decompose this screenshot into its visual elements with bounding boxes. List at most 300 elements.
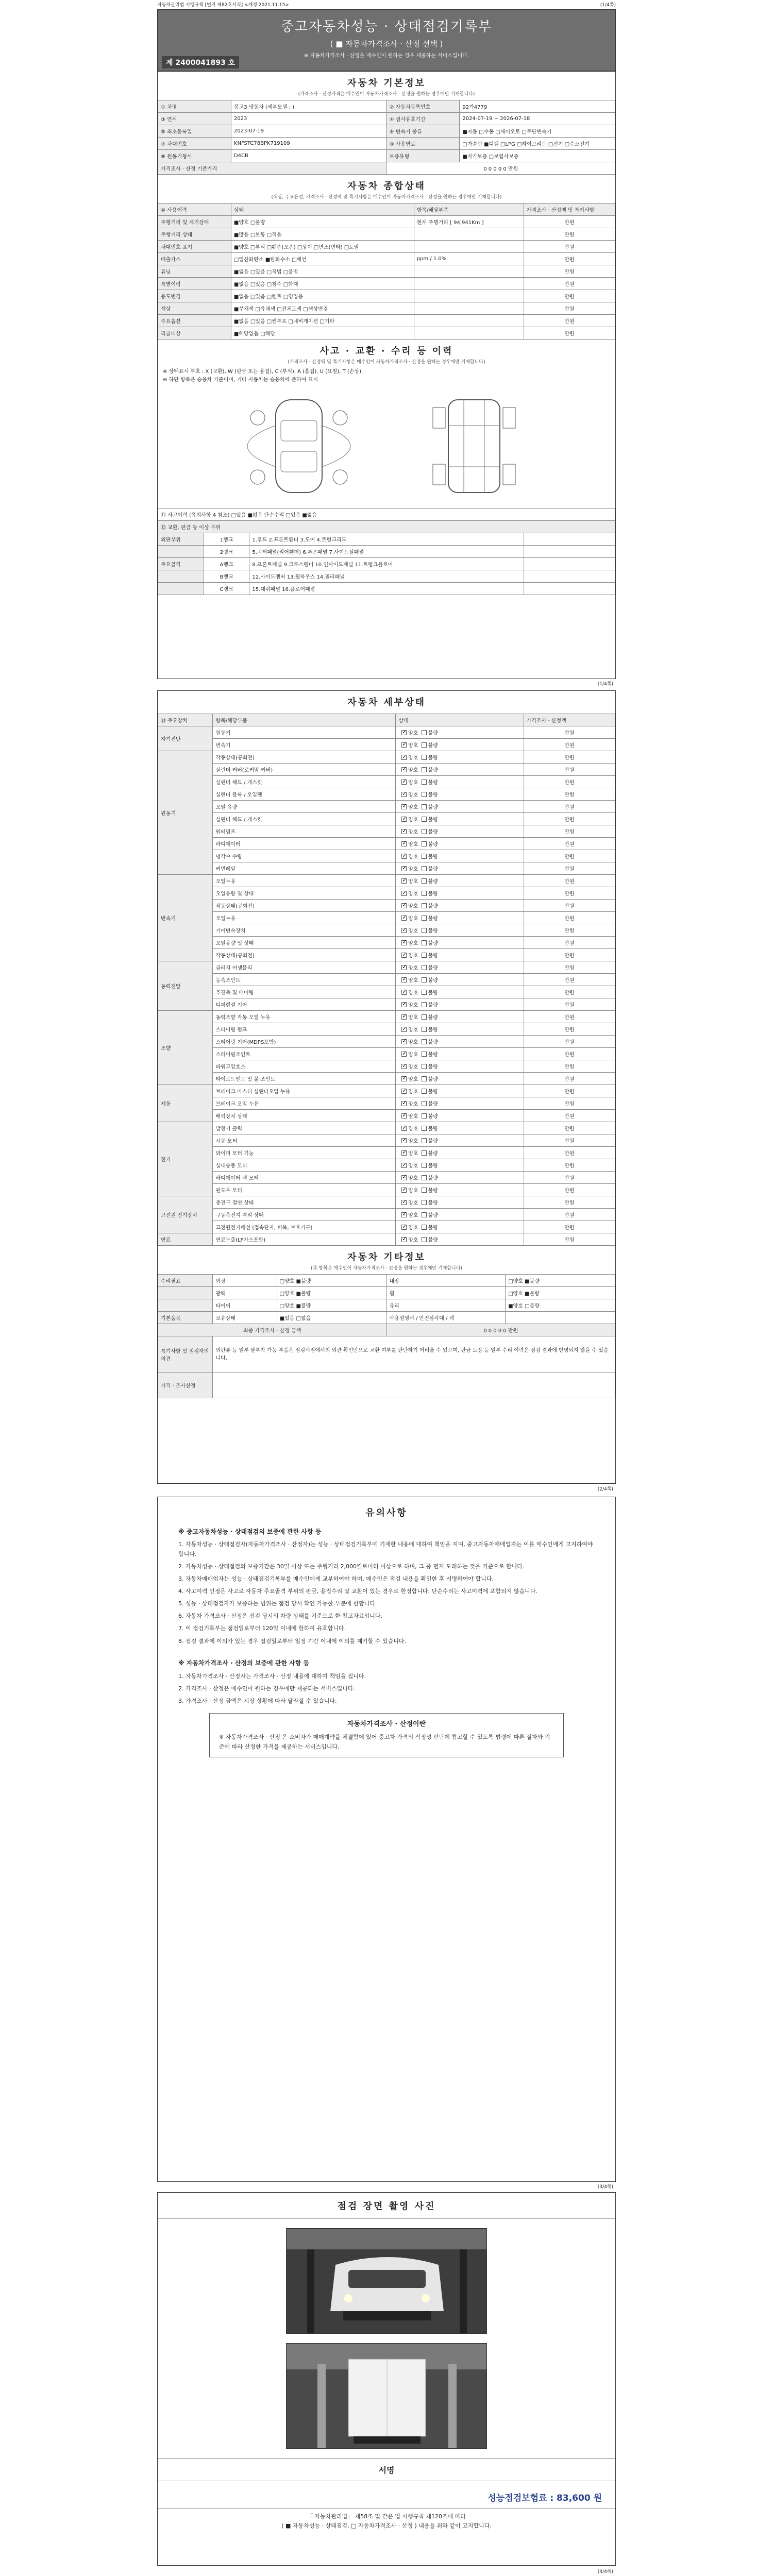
part-price — [524, 558, 615, 570]
table-row — [158, 1336, 615, 1372]
other-table — [158, 1274, 615, 1398]
check-icon — [401, 1113, 407, 1118]
page-number: (1/4쪽) — [597, 682, 613, 687]
check-icon — [401, 940, 407, 945]
check-icon — [401, 829, 407, 834]
device-group: 연료 — [158, 1233, 213, 1246]
price-label: 가격조사 · 산정 기준가격 — [158, 162, 386, 175]
device-status — [396, 1073, 524, 1085]
device-item: 원동기 — [213, 726, 396, 739]
status-good: 양호 — [408, 891, 418, 897]
check-icon — [401, 854, 407, 859]
status-bad: 불량 — [428, 879, 438, 885]
other-status: □양호 ■불량 — [277, 1275, 386, 1287]
table-row — [158, 1233, 615, 1246]
status-good: 양호 — [408, 842, 418, 848]
price-note-empty — [213, 1372, 615, 1398]
device-price: 만원 — [524, 1134, 615, 1147]
notice-item: 2. 자동차성능 · 상태점검의 보증기간은 30일 이상 또는 주행거리 2,000킬로미터 이상으로 하며, 그 중 먼저 도래하는 것을 기준으로 합니다. — [178, 1563, 525, 1570]
device-price: 만원 — [524, 1196, 615, 1209]
table-row — [158, 1085, 615, 1097]
device-status — [396, 1060, 524, 1073]
device-item: 브레이크 마스터 실린더오일 누유 — [213, 1085, 396, 1097]
table-row — [158, 801, 615, 813]
other-status-2: □양호 ■불량 — [506, 1287, 615, 1299]
other-item-2: 내장 — [386, 1275, 506, 1287]
value: 2024-07-19 ~ 2026-07-18 — [460, 113, 615, 125]
value: ■자가보증 □보험사보증 — [460, 150, 615, 162]
check-icon — [422, 1002, 427, 1007]
status-good: 양호 — [408, 867, 418, 872]
check-icon — [422, 1052, 427, 1057]
check-icon — [422, 916, 427, 921]
other-status: □양호 ■불량 — [277, 1287, 386, 1299]
status-good: 양호 — [408, 1238, 418, 1243]
check-icon — [401, 953, 407, 958]
device-item: 스티어링 기어(MDPS포함) — [213, 1036, 396, 1048]
value: 봉고3 냉동차 (세부모델 : ) — [231, 100, 386, 113]
device-status — [396, 961, 524, 974]
photo-rear-image — [287, 2344, 487, 2449]
label: ① 차명 — [158, 100, 231, 113]
row-label: 배출가스 — [158, 253, 231, 265]
check-icon — [422, 1237, 427, 1242]
table-row — [158, 1134, 615, 1147]
overall-rows — [158, 216, 615, 340]
page-1 — [157, 9, 616, 679]
other-item: 보유상태 — [213, 1312, 277, 1324]
device-status — [396, 1233, 524, 1246]
status-good: 양호 — [408, 805, 418, 810]
row-price: 만원 — [524, 327, 615, 340]
device-price: 만원 — [524, 1036, 615, 1048]
device-status — [396, 1159, 524, 1172]
status-good: 양호 — [408, 854, 418, 860]
basic-info-title: 자동차 기본정보 — [347, 78, 426, 89]
device-group: 제동 — [158, 1085, 213, 1122]
device-price: 만원 — [524, 961, 615, 974]
other-status: ■있음 □없음 — [277, 1312, 386, 1324]
table-row — [158, 1097, 615, 1110]
device-item: 등속조인트 — [213, 974, 396, 986]
overall-table — [158, 203, 615, 340]
device-price: 만원 — [524, 764, 615, 776]
check-icon — [401, 742, 407, 748]
device-status — [396, 875, 524, 887]
insurance-fee: 성능점검보험료 : 83,600 원 — [488, 2493, 602, 2503]
status-good: 양호 — [408, 941, 418, 946]
table-row — [158, 850, 615, 862]
status-good: 양호 — [408, 928, 418, 934]
status-bad: 불량 — [428, 768, 438, 773]
table-row — [158, 776, 615, 788]
device-status — [396, 1209, 524, 1221]
status-bad: 불량 — [428, 842, 438, 848]
device-price: 만원 — [524, 1147, 615, 1159]
label: ⑦ 차대번호 — [158, 138, 231, 150]
basic-info-table — [158, 100, 615, 175]
table-row — [158, 583, 615, 595]
check-icon — [422, 829, 427, 834]
device-item: 커먼레일 — [213, 862, 396, 875]
check-icon — [401, 977, 407, 982]
notice-item: 7. 이 점검기록부는 점검일로부터 120일 이내에 한하여 유효합니다. — [178, 1625, 346, 1632]
notice-item: 5. 성능 · 상태점검자가 보증하는 범위는 점검 당시 확인 가능한 부분에 한합니다. — [178, 1600, 377, 1607]
document-title: 중고자동차성능 · 상태점검기록부 — [280, 19, 493, 35]
device-item: 실린더 커버(로커암 커버) — [213, 764, 396, 776]
device-price: 만원 — [524, 1048, 615, 1060]
status-good: 양호 — [408, 1200, 418, 1206]
col-header: 항목/해당부품 — [213, 714, 396, 726]
device-price: 만원 — [524, 776, 615, 788]
table-row — [158, 315, 615, 327]
label: 보증유형 — [386, 150, 460, 162]
part-group — [158, 583, 204, 595]
device-status — [396, 1085, 524, 1097]
check-icon — [401, 1163, 407, 1168]
status-good: 양호 — [408, 965, 418, 971]
device-price: 만원 — [524, 1097, 615, 1110]
table-row — [158, 1324, 615, 1336]
status-bad: 불량 — [428, 743, 438, 749]
device-price: 만원 — [524, 813, 615, 825]
device-status — [396, 986, 524, 998]
table-row — [158, 838, 615, 850]
device-price: 만원 — [524, 825, 615, 838]
part-items: 12.사이드멤버 13.휠하우스 14.필러패널 — [249, 570, 524, 583]
device-item: 디퍼렌셜 기어 — [213, 998, 396, 1011]
device-item: 충전구 절연 상태 — [213, 1196, 396, 1209]
notice-section — [158, 1497, 615, 1770]
row-status: ■없음 □있음 □적법 □불법 — [231, 265, 414, 278]
device-item: 오일누유 — [213, 875, 396, 887]
status-bad: 불량 — [428, 1126, 438, 1132]
device-price: 만원 — [524, 862, 615, 875]
check-icon — [401, 1052, 407, 1057]
parts-header: ⑫ 교환, 판금 등 이상 부위 — [158, 521, 615, 533]
table-row — [158, 1147, 615, 1159]
table-row — [158, 875, 615, 887]
device-item: 작동상태(공회전) — [213, 751, 396, 764]
check-icon — [422, 792, 427, 797]
row-label: 튜닝 — [158, 265, 231, 278]
other-status-2: ■양호 □불량 — [506, 1299, 615, 1312]
table-row — [158, 1221, 615, 1233]
status-good: 양호 — [408, 1139, 418, 1144]
device-item: 시동 모터 — [213, 1134, 396, 1147]
document-header — [158, 10, 615, 72]
device-price: 만원 — [524, 1110, 615, 1122]
part-items: 5.쿼터패널(리어휀더) 6.루프패널 7.사이드실패널 — [249, 546, 524, 558]
status-good: 양호 — [408, 768, 418, 773]
status-bad: 불량 — [428, 990, 438, 996]
check-icon — [422, 1076, 427, 1081]
device-status — [396, 776, 524, 788]
device-price: 만원 — [524, 887, 615, 900]
status-bad: 불량 — [428, 1015, 438, 1021]
page-3 — [157, 1497, 616, 2182]
check-icon — [401, 1126, 407, 1131]
device-price: 만원 — [524, 1172, 615, 1184]
part-group — [158, 546, 204, 558]
label: ⑤ 최초등록일 — [158, 125, 231, 138]
device-price: 만원 — [524, 900, 615, 912]
table-row — [158, 241, 615, 253]
col-header: 가격조사 · 산정액 및 특기사항 — [524, 204, 615, 216]
row-status: □일산화탄소 ■탄화수소 □매연 — [231, 253, 414, 265]
table-row — [158, 739, 615, 751]
value: KNFSTC78BPK719109 — [231, 138, 386, 150]
status-good: 양호 — [408, 904, 418, 909]
device-group: 동력전달 — [158, 961, 213, 1011]
table-row — [158, 1209, 615, 1221]
row-detail: ppm / 1.0% — [414, 253, 524, 265]
table-row — [158, 862, 615, 875]
device-status — [396, 912, 524, 924]
check-icon — [401, 779, 407, 785]
row-detail — [414, 265, 524, 278]
other-group — [158, 1299, 213, 1312]
status-good: 양호 — [408, 1003, 418, 1008]
check-icon — [401, 1014, 407, 1020]
device-item: 스티어링 펌프 — [213, 1023, 396, 1036]
device-status — [396, 1196, 524, 1209]
value: ■자동 □수동 □세미오토 □무단변속기 — [460, 125, 615, 138]
status-bad: 불량 — [428, 792, 438, 798]
status-good: 양호 — [408, 879, 418, 885]
device-group: 전기 — [158, 1122, 213, 1196]
status-good: 양호 — [408, 1188, 418, 1194]
device-price: 만원 — [524, 850, 615, 862]
table-row — [158, 1372, 615, 1398]
basic-info-sub: (가격조사 · 산정가격은 매수인이 자동차가격조사 · 산정을 원하는 경우에만 기재합니다) — [298, 92, 475, 97]
detail-table — [158, 714, 615, 1246]
row-detail — [414, 278, 524, 290]
table-row — [158, 228, 615, 241]
table-row — [158, 113, 615, 125]
status-good: 양호 — [408, 731, 418, 736]
table-row — [158, 150, 615, 162]
status-good: 양호 — [408, 1027, 418, 1033]
device-status — [396, 739, 524, 751]
device-price: 만원 — [524, 1060, 615, 1073]
row-detail — [414, 290, 524, 302]
device-price: 만원 — [524, 838, 615, 850]
device-price: 만원 — [524, 1011, 615, 1023]
document-note: ※ 자동차가격조사 · 산정은 매수인이 원하는 경우 제공하는 서비스입니다. — [304, 53, 469, 59]
notice-title: 유의사항 — [365, 1507, 408, 1518]
table-row — [158, 813, 615, 825]
table-row — [158, 949, 615, 961]
part-price — [524, 533, 615, 546]
check-icon — [401, 1039, 407, 1044]
device-item: 브레이크 오일 누유 — [213, 1097, 396, 1110]
status-good: 양호 — [408, 829, 418, 835]
device-item: 라디에이터 — [213, 838, 396, 850]
device-status — [396, 974, 524, 986]
check-icon — [401, 1027, 407, 1032]
device-item: 기어변속장치 — [213, 924, 396, 937]
device-status — [396, 1147, 524, 1159]
status-bad: 불량 — [428, 891, 438, 897]
final-price-value: 0 0 0 0 0 만원 — [386, 1324, 615, 1336]
status-bad: 불량 — [428, 904, 438, 909]
part-rank: B랭크 — [204, 570, 249, 583]
table-row — [158, 302, 615, 315]
check-icon — [422, 891, 427, 896]
overall-title: 자동차 종합상태 — [347, 181, 426, 192]
check-icon — [422, 1150, 427, 1156]
notice-item: 1. 자동차가격조사 · 산정자는 가격조사 · 산정 내용에 대하여 책임을 집니다. — [178, 1672, 366, 1680]
status-good: 양호 — [408, 1163, 418, 1169]
other-status-2: □양호 ■불량 — [506, 1275, 615, 1287]
notice-item: 8. 점검 결과에 이의가 있는 경우 점검일로부터 일정 기간 이내에 이의를 제기할 수 있습니다. — [178, 1637, 406, 1645]
table-row — [158, 900, 615, 912]
device-status — [396, 1023, 524, 1036]
part-items: 1.후드 2.프론트휀더 3.도어 4.트렁크리드 — [249, 533, 524, 546]
check-icon — [422, 1188, 427, 1193]
device-item: 워터펌프 — [213, 825, 396, 838]
status-good: 양호 — [408, 1176, 418, 1181]
device-price: 만원 — [524, 1233, 615, 1246]
device-group: 자기진단 — [158, 726, 213, 751]
table-row — [158, 509, 615, 521]
status-bad: 불량 — [428, 1089, 438, 1095]
device-item: 연료누출(LP가스포함) — [213, 1233, 396, 1246]
device-item: 스티어링조인트 — [213, 1048, 396, 1060]
table-row — [158, 1110, 615, 1122]
row-detail — [414, 315, 524, 327]
other-title: 자동차 기타정보 — [347, 1252, 426, 1263]
status-bad: 불량 — [428, 1213, 438, 1218]
device-status — [396, 825, 524, 838]
device-status — [396, 813, 524, 825]
table-row — [158, 1172, 615, 1184]
table-row — [158, 1011, 615, 1023]
part-rank: C랭크 — [204, 583, 249, 595]
notice-item: 3. 자동차매매업자는 성능 · 상태점검기록부를 매수인에게 교부하여야 하며, 매수인은 점검 내용을 확인한 후 서명하여야 합니다. — [178, 1575, 494, 1582]
device-price: 만원 — [524, 1159, 615, 1172]
other-status-2 — [506, 1312, 615, 1324]
footer-line-2: ( ■ 자동차성능 · 상태점검, □ 자동차가격조사 · 산정 ) 내용을 위와 같이 고지합니다. — [281, 2522, 492, 2529]
page-number: (4/4쪽) — [597, 2569, 613, 2574]
status-bad: 불량 — [428, 1188, 438, 1194]
table-row — [158, 521, 615, 533]
device-status — [396, 1184, 524, 1196]
special-label: 특기사항 및 점검자의 의견 — [158, 1336, 213, 1372]
table-row — [158, 937, 615, 949]
parts-rows — [158, 533, 615, 595]
label: ② 자동차등록번호 — [386, 100, 460, 113]
status-bad: 불량 — [428, 867, 438, 872]
status-bad: 불량 — [428, 1003, 438, 1008]
check-icon — [422, 1175, 427, 1180]
table-row — [158, 974, 615, 986]
device-item: 타이로드엔드 및 볼 조인트 — [213, 1073, 396, 1085]
col-header: 상태 — [396, 714, 524, 726]
table-row — [158, 961, 615, 974]
table-row — [158, 751, 615, 764]
table-row — [158, 1122, 615, 1134]
part-price — [524, 583, 615, 595]
status-good: 양호 — [408, 1015, 418, 1021]
status-good: 양호 — [408, 1040, 418, 1045]
device-status — [396, 1048, 524, 1060]
page-4 — [157, 2192, 616, 2566]
device-price: 만원 — [524, 1122, 615, 1134]
device-item: 윈도우 모터 — [213, 1184, 396, 1196]
value: D4CB — [231, 150, 386, 162]
detail-rows — [158, 726, 615, 1246]
check-icon — [422, 1101, 427, 1106]
check-icon — [422, 1225, 427, 1230]
table-row — [158, 1159, 615, 1172]
row-detail — [414, 228, 524, 241]
check-icon — [422, 854, 427, 859]
check-icon — [401, 990, 407, 995]
device-price: 만원 — [524, 924, 615, 937]
detail-title: 자동차 세부상태 — [347, 697, 426, 708]
exterior-diagram — [227, 389, 371, 503]
device-group: 변속기 — [158, 875, 213, 961]
device-price: 만원 — [524, 1073, 615, 1085]
table-row — [158, 125, 615, 138]
status-good: 양호 — [408, 817, 418, 823]
check-icon — [422, 755, 427, 760]
table-row — [158, 998, 615, 1011]
inspection-photo-2 — [286, 2343, 487, 2449]
notice-list — [178, 1540, 595, 1646]
device-price: 만원 — [524, 949, 615, 961]
device-price: 만원 — [524, 801, 615, 813]
device-status — [396, 887, 524, 900]
document-footer — [158, 2509, 615, 2535]
status-good: 양호 — [408, 1126, 418, 1132]
check-icon — [401, 1138, 407, 1143]
table-header — [158, 204, 615, 216]
status-bad: 불량 — [428, 941, 438, 946]
row-detail — [414, 241, 524, 253]
row-status: ■해당없음 □해당 — [231, 327, 414, 340]
other-item: 광택 — [213, 1287, 277, 1299]
check-icon — [401, 916, 407, 921]
status-bad: 불량 — [428, 965, 438, 971]
check-icon — [401, 730, 407, 735]
value: 92가4779 — [460, 100, 615, 113]
table-row — [158, 1073, 615, 1085]
status-bad: 불량 — [428, 805, 438, 810]
device-item: 오일유량 및 상태 — [213, 887, 396, 900]
status-bad: 불량 — [428, 1077, 438, 1082]
check-icon — [401, 1150, 407, 1156]
check-icon — [422, 1212, 427, 1217]
device-item: 구동축전지 격리 상태 — [213, 1209, 396, 1221]
status-good: 양호 — [408, 780, 418, 786]
col-header: 가격조사 · 산정액 — [524, 714, 615, 726]
device-item: 실린더 헤드 / 개스킷 — [213, 776, 396, 788]
check-icon — [422, 953, 427, 958]
other-group — [158, 1287, 213, 1299]
value: 2023 — [231, 113, 386, 125]
notice-list-2 — [178, 1672, 595, 1706]
check-icon — [401, 841, 407, 846]
device-item: 동력조향 작동 오일 누유 — [213, 1011, 396, 1023]
label: ③ 연식 — [158, 113, 231, 125]
table-row — [158, 265, 615, 278]
status-good: 양호 — [408, 953, 418, 959]
device-price: 만원 — [524, 937, 615, 949]
status-good: 양호 — [408, 1089, 418, 1095]
